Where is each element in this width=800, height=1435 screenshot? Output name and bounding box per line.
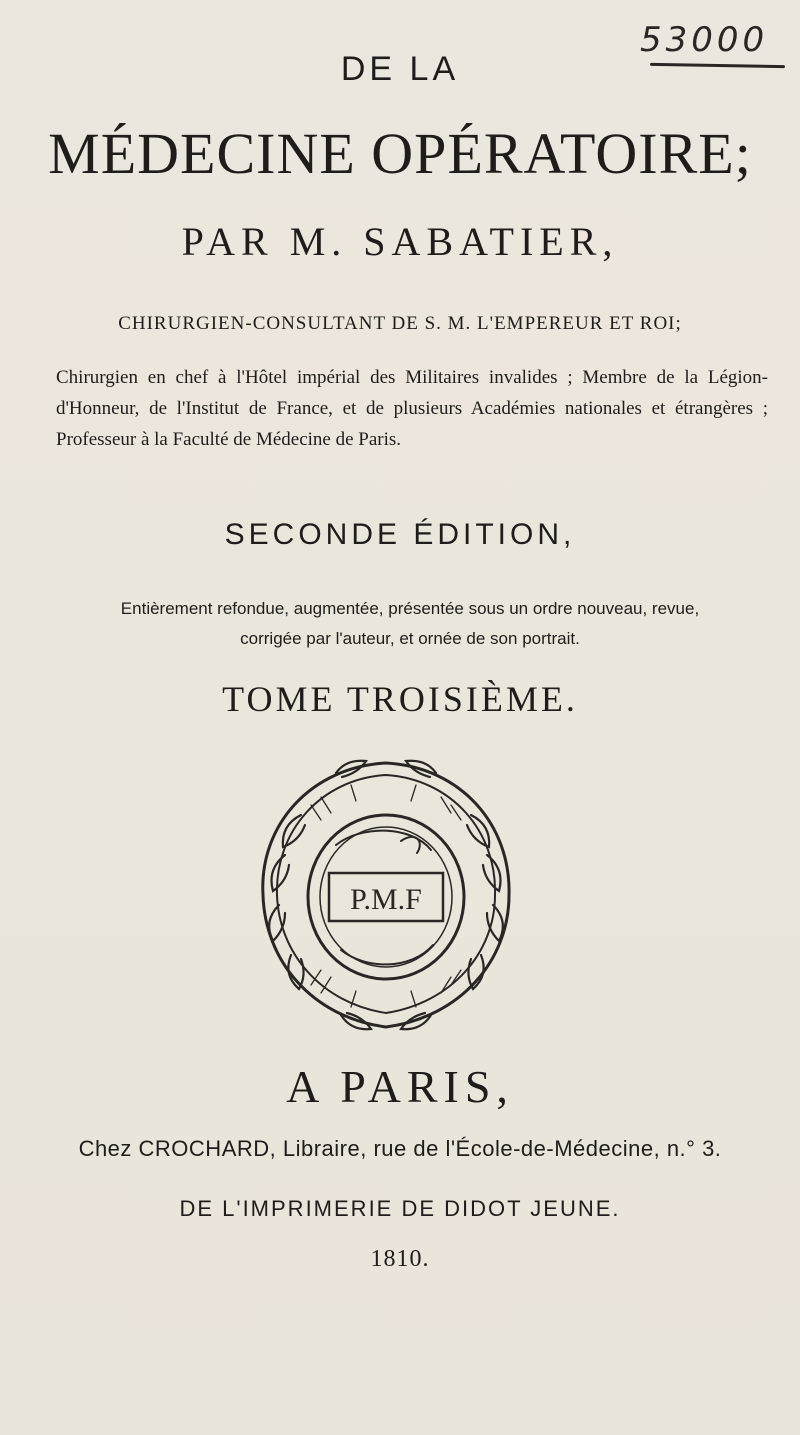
author-line: PAR M. SABATIER, (181, 219, 619, 264)
author-office: CHIRURGIEN-CONSULTANT DE S. M. L'EMPEREUR ET ROI; (118, 313, 682, 334)
author-credentials: Chirurgien en chef à l'Hôtel impérial des Militaires invalides ; Membre de la Légion-d'Honneur, de l'Institut de France, et de plusieurs Académies nationales et étrangères ; Professeur à la Faculté de Médecine de Paris. (56, 367, 768, 450)
edition-line: SECONDE ÉDITION, (224, 518, 576, 551)
imprint-publisher: Chez CROCHARD, Libraire, rue de l'École-de-Médecine, n.° 3. (78, 1136, 722, 1161)
printer-seal-icon (241, 745, 531, 1045)
revision-note (50, 594, 770, 654)
revision-line-1: Entièrement refondue, augmentée, présentée sous un ordre nouveau, revue, (120, 599, 700, 618)
handwritten-shelfmark: 53000 (640, 20, 769, 60)
imprint-city: A PARIS, (286, 1061, 514, 1112)
volume-line: TOME TROISIÈME. (222, 679, 578, 719)
imprint-year: 1810. (370, 1246, 430, 1272)
revision-line-2: corrigée par l'auteur, et ornée de son portrait. (240, 629, 580, 648)
title-prefix: DE LA (340, 50, 460, 88)
seal-monogram: P.M.F (350, 883, 422, 916)
imprint-printer: DE L'IMPRIMERIE DE DIDOT JEUNE. (179, 1196, 621, 1221)
book-title: MÉDECINE OPÉRATOIRE; (48, 121, 752, 186)
